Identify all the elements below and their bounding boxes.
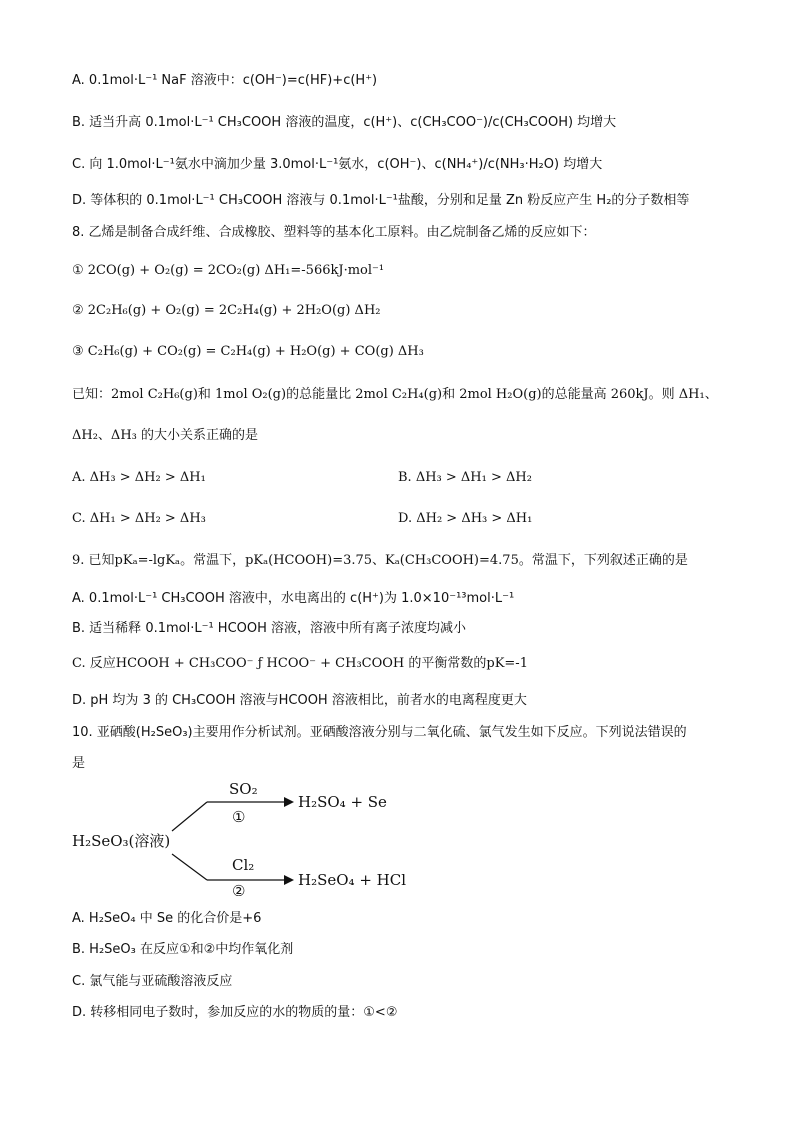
q8-option-d: D. ΔH₂ > ΔH₃ > ΔH₁ xyxy=(398,511,533,526)
q8-reaction-2: ② 2C₂H₆(g) + O₂(g) = 2C₂H₄(g) + 2H₂O(g) ΔH₂ xyxy=(72,303,381,318)
q8-reaction-3: ③ C₂H₆(g) + CO₂(g) = C₂H₄(g) + H₂O(g) + CO(g) ΔH₃ xyxy=(72,344,424,359)
branch-line-bottom xyxy=(172,854,207,880)
bottom-step: ② xyxy=(232,882,246,896)
q9-stem: 9. 已知pKₐ=-lgKₐ。常温下，pKₐ(HCOOH)=3.75、Kₐ(CH₃COOH)=4.75。常温下，下列叙述正确的是 xyxy=(72,553,688,568)
top-product: H₂SO₄ + Se xyxy=(298,793,387,811)
q9-option-c: C. 反应HCOOH + CH₃COO⁻ ƒ HCOO⁻ + CH₃COOH 的平衡常数的pK=-1 xyxy=(72,656,528,671)
q9-option-b: B. 适当稀释 0.1mol·L⁻¹ HCOOH 溶液，溶液中所有离子浓度均减小 xyxy=(72,621,467,636)
q8-reaction-1: ① 2CO(g) + O₂(g) = 2CO₂(g) ΔH₁=-566kJ·mol⁻¹ xyxy=(72,263,385,278)
q10-option-a: A. H₂SeO₄ 中 Se 的化合价是+6 xyxy=(72,911,262,926)
scheme-reactant: H₂SeO₃(溶液) xyxy=(72,832,171,850)
q10-option-c: C. 氯气能与亚硫酸溶液反应 xyxy=(72,974,233,989)
bottom-reagent: Cl₂ xyxy=(232,856,255,874)
q10-option-b: B. H₂SeO₃ 在反应①和②中均作氧化剂 xyxy=(72,942,294,957)
q9-option-d: D. pH 均为 3 的 CH₃COOH 溶液与HCOOH 溶液相比，前者水的电离程度更大 xyxy=(72,693,527,708)
line-7a: A. 0.1mol·L⁻¹ NaF 溶液中：c(OH⁻)=c(HF)+c(H⁺) xyxy=(72,73,378,88)
q8-question: ΔH₂、ΔH₃ 的大小关系正确的是 xyxy=(72,428,259,443)
q8-known: 已知：2mol C₂H₆(g)和 1mol O₂(g)的总能量比 2mol C₂H₄(g)和 2mol H₂O(g)的总能量高 260kJ。则 ΔH₁、 xyxy=(72,387,718,402)
top-reagent: SO₂ xyxy=(229,780,258,798)
branch-line-top xyxy=(172,802,207,831)
arrow-head-top-icon xyxy=(284,797,294,807)
bottom-product: H₂SeO₄ + HCl xyxy=(298,871,407,889)
q10-stem-cont: 是 xyxy=(72,756,86,771)
q8-option-c: C. ΔH₁ > ΔH₂ > ΔH₃ xyxy=(72,511,206,526)
reaction-scheme xyxy=(72,776,432,896)
arrow-head-bottom-icon xyxy=(284,875,294,885)
q9-option-a: A. 0.1mol·L⁻¹ CH₃COOH 溶液中，水电离出的 c(H⁺)为 1.0×10⁻¹³mol·L⁻¹ xyxy=(72,591,515,606)
q10-option-d: D. 转移相同电子数时，参加反应的水的物质的量：①<② xyxy=(72,1005,398,1020)
q8-option-b: B. ΔH₃ > ΔH₁ > ΔH₂ xyxy=(398,470,532,485)
q8-option-a: A. ΔH₃ > ΔH₂ > ΔH₁ xyxy=(72,470,206,485)
line-7d: D. 等体积的 0.1mol·L⁻¹ CH₃COOH 溶液与 0.1mol·L⁻¹盐酸，分别和足量 Zn 粉反应产生 H₂的分子数相等 xyxy=(72,193,690,208)
q10-stem: 10. 亚硒酸(H₂SeO₃)主要用作分析试剂。亚硒酸溶液分别与二氧化硫、氯气发生如下反应。下列说法错误的 xyxy=(72,725,687,740)
line-7b: B. 适当升高 0.1mol·L⁻¹ CH₃COOH 溶液的温度，c(H⁺)、c(CH₃COO⁻)/c(CH₃COOH) 均增大 xyxy=(72,115,617,130)
top-step: ① xyxy=(232,808,246,826)
q8-stem: 8. 乙烯是制备合成纤维、合成橡胶、塑料等的基本化工原料。由乙烷制备乙烯的反应如下： xyxy=(72,225,596,240)
line-7c: C. 向 1.0mol·L⁻¹氨水中滴加少量 3.0mol·L⁻¹氨水，c(OH⁻)、c(NH₄⁺)/c(NH₃·H₂O) 均增大 xyxy=(72,157,603,172)
